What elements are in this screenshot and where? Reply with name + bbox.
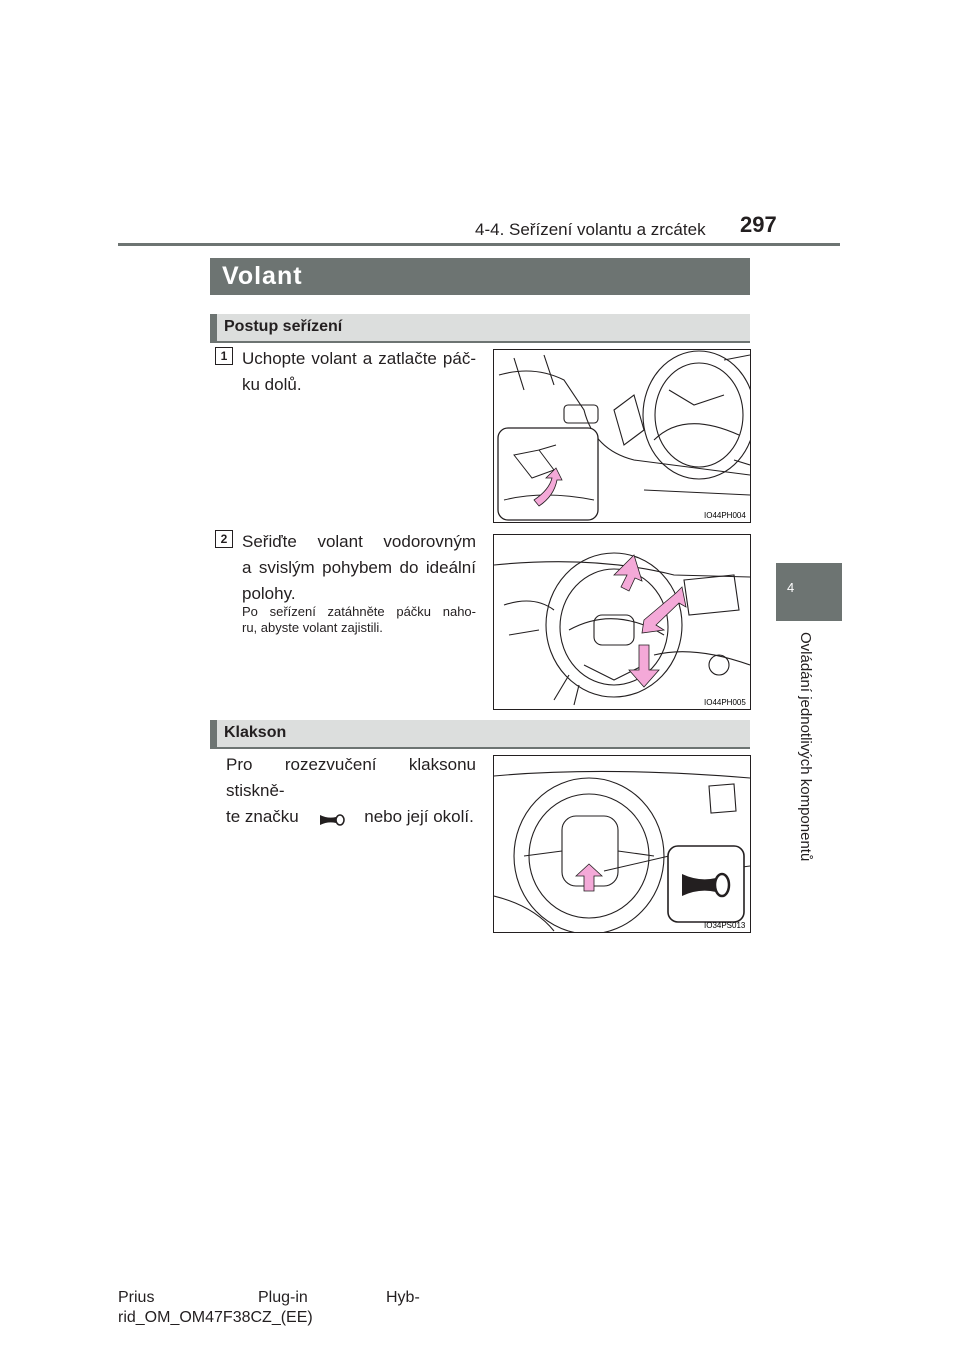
adjust-illustration bbox=[494, 535, 750, 709]
adjust-heading: Postup seřízení bbox=[224, 318, 343, 335]
chapter-title: Ovládání jednotlivých komponentů bbox=[797, 632, 814, 862]
step-2-note-line-1: Po seřízení zatáhněte páčku naho- bbox=[242, 604, 476, 619]
fig-code-2: IO44PH005 bbox=[704, 698, 746, 707]
step-1-line-2: ku dolů. bbox=[242, 375, 302, 394]
header-divider bbox=[118, 243, 840, 246]
footer-line-2: rid_OM_OM47F38CZ_(EE) bbox=[118, 1309, 313, 1326]
horn-text-after: nebo její okolí. bbox=[364, 807, 474, 826]
page-title: Volant bbox=[222, 262, 303, 290]
footer-prius: Prius bbox=[118, 1289, 155, 1306]
step-1-number: 1 bbox=[215, 347, 233, 365]
horn-line-2 bbox=[226, 804, 476, 830]
footer-line-1 bbox=[118, 1289, 420, 1307]
horn-icon bbox=[304, 810, 360, 826]
lever-illustration bbox=[494, 350, 750, 522]
page-number: 297 bbox=[740, 212, 777, 237]
horn-text bbox=[226, 752, 476, 830]
fig-code-3: IO34PS013 bbox=[704, 921, 746, 930]
step-1-text bbox=[242, 346, 476, 398]
chapter-tab bbox=[776, 563, 842, 621]
figure-lever bbox=[493, 349, 751, 523]
horn-heading: Klakson bbox=[224, 724, 287, 741]
footer-plugin: Plug-in bbox=[258, 1289, 308, 1306]
figure-horn bbox=[493, 755, 751, 933]
step-2-line-2: a svislým pohybem do ideální bbox=[242, 558, 476, 577]
step-2-note-line-2: ru, abyste volant zajistili. bbox=[242, 620, 383, 635]
horn-line-1: Pro rozezvučení klaksonu stiskně- bbox=[226, 755, 476, 800]
step-2-line-1: Seřiďte volant vodorovným bbox=[242, 532, 476, 551]
horn-illustration bbox=[494, 756, 750, 932]
fig-code-1: IO44PH004 bbox=[704, 511, 746, 520]
figure-adjust bbox=[493, 534, 751, 710]
step-1-line-1: Uchopte volant a zatlačte páč- bbox=[242, 349, 476, 368]
chapter-number: 4 bbox=[787, 580, 795, 595]
horn-heading-bar bbox=[210, 720, 750, 747]
step-2-note bbox=[242, 604, 476, 636]
step-2-line-3: polohy. bbox=[242, 584, 296, 603]
section-title: 4-4. Seřízení volantu a zrcátek bbox=[475, 220, 706, 239]
step-2-text bbox=[242, 529, 476, 607]
footer-hyb: Hyb- bbox=[386, 1289, 420, 1306]
step-2-number: 2 bbox=[215, 530, 233, 548]
horn-text-before: te značku bbox=[226, 807, 299, 826]
